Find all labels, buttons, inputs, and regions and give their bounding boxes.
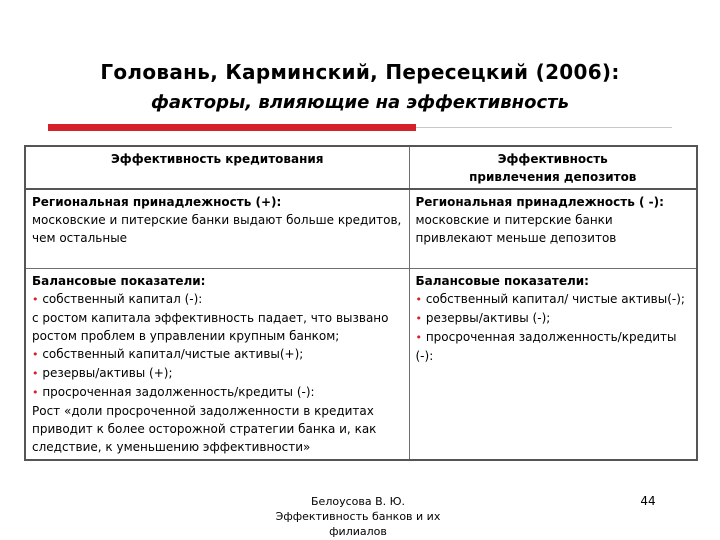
comparison-table: [24, 145, 698, 461]
header-lending-efficiency: [25, 146, 409, 189]
footer-author: Белоусова В. Ю.: [311, 495, 405, 508]
header-col2-line1: Эффективность: [497, 152, 608, 166]
table-header-row: [25, 146, 697, 189]
regional-deposits-text: московские и питерские банки привлекают меньше депозитов: [415, 213, 617, 245]
header-col1-text: Эффективность кредитования: [111, 152, 324, 166]
list-item: [32, 345, 403, 364]
header-col2-line2: привлечения депозитов: [469, 170, 637, 184]
balance-lending-list: [32, 290, 403, 402]
balance-deposits-list: [416, 290, 691, 365]
cell-regional-lending: [25, 189, 409, 269]
balance-deposits-heading: Балансовые показатели:: [415, 274, 589, 288]
slide-subtitle: факторы, влияющие на эффективность: [151, 92, 569, 113]
table-row-balance: [25, 269, 697, 461]
list-item-text: просроченная задолженность/кредиты (-):: [42, 385, 315, 399]
footer-course: Эффективность банков и их филиалов: [275, 510, 441, 538]
bullet-icon: •: [32, 367, 39, 380]
regional-lending-heading: Региональная принадлежность (+):: [32, 195, 282, 209]
list-item-text: собственный капитал/ чистые активы(-);: [425, 292, 685, 306]
slide-footer: [258, 494, 458, 539]
bullet-icon: •: [415, 331, 422, 344]
balance-lending-heading: Балансовые показатели:: [32, 274, 206, 288]
title-accent-bar: [48, 124, 416, 131]
balance-lending-conclusion: Рост «доли просроченной задолженности в кредитах приводит к более осторожной стратегии банка и, как следствие, к уменьшению эффективности»: [32, 404, 377, 454]
list-item: [416, 328, 691, 365]
list-item: [32, 290, 403, 309]
title-divider-line: [416, 127, 672, 128]
list-item-text: резервы/активы (+);: [42, 366, 173, 380]
bullet-icon: •: [32, 386, 39, 399]
page-number: 44: [640, 494, 656, 508]
regional-lending-text: московские и питерские банки выдают больше кредитов, чем остальные: [32, 213, 402, 245]
bullet-icon: •: [415, 312, 422, 325]
list-item: [32, 364, 403, 383]
list-item-note: [32, 309, 403, 345]
list-item-text: собственный капитал (-):: [42, 292, 203, 306]
cell-balance-lending: [25, 269, 409, 461]
list-item: [416, 309, 691, 328]
header-deposit-efficiency: [409, 146, 697, 189]
list-item-text: просроченная задолженность/кредиты (-):: [415, 330, 677, 363]
cell-regional-deposits: [409, 189, 697, 269]
cell-balance-deposits: [409, 269, 697, 461]
bullet-icon: •: [32, 348, 39, 361]
slide-title: Головань, Карминский, Пересецкий (2006):: [100, 60, 620, 84]
regional-deposits-heading: Региональная принадлежность ( -):: [415, 195, 664, 209]
table-row-regional: [25, 189, 697, 269]
list-item-text: собственный капитал/чистые активы(+);: [42, 347, 304, 361]
list-item-text: резервы/активы (-);: [425, 311, 551, 325]
bullet-icon: •: [415, 293, 422, 306]
capital-note-text: с ростом капитала эффективность падает, что вызвано ростом проблем в управлении крупным банком;: [32, 311, 389, 343]
list-item: [32, 383, 403, 402]
list-item: [416, 290, 691, 309]
bullet-icon: •: [32, 293, 39, 306]
